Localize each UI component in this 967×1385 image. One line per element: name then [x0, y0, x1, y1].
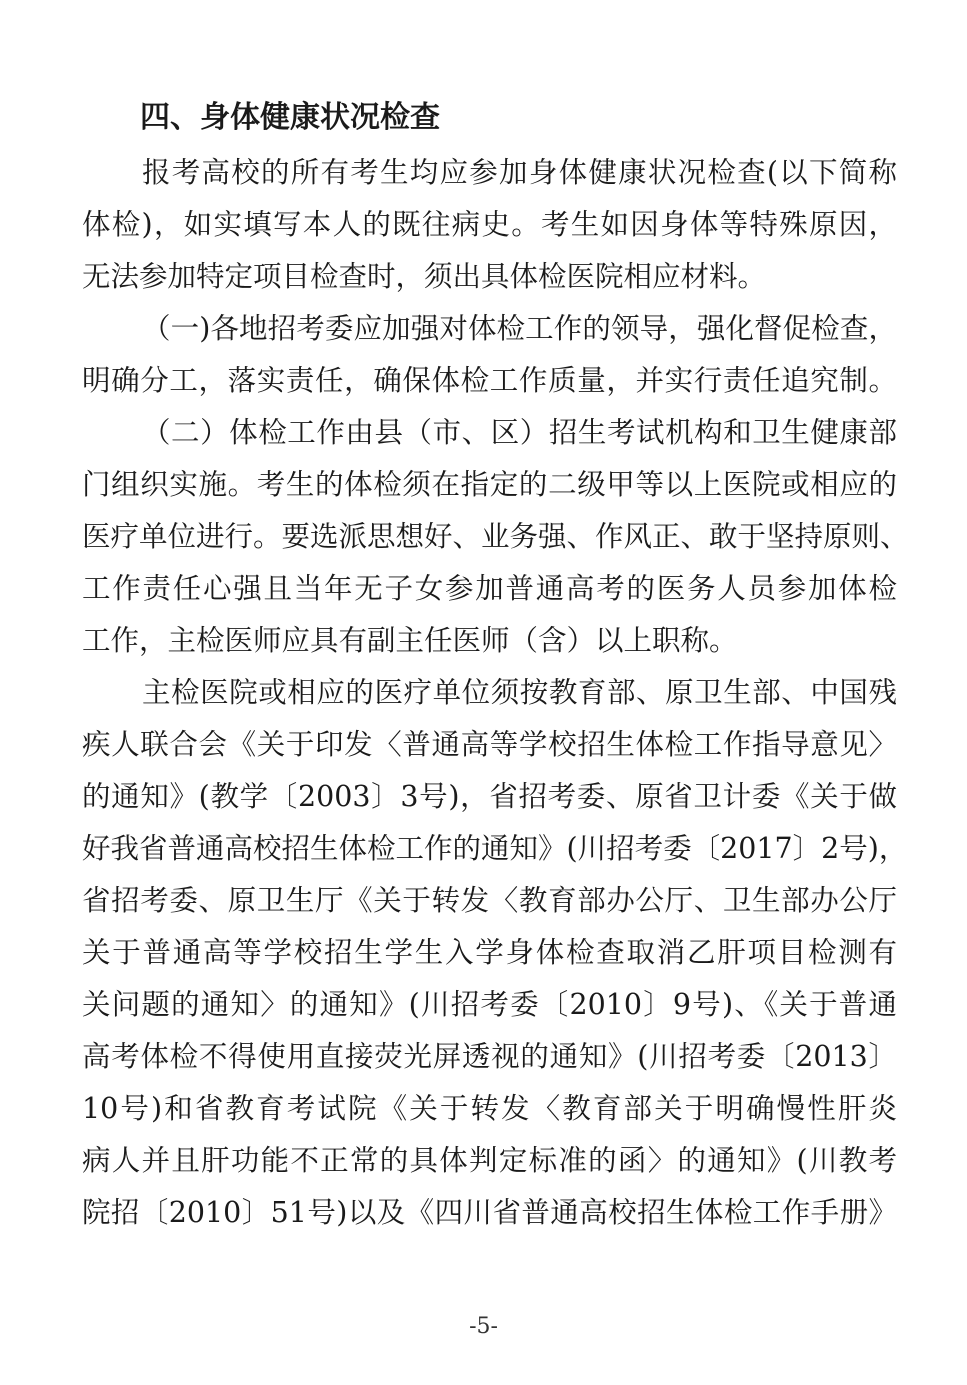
paragraph-1-line-2: 体检)，如实填写本人的既往病史。考生如因身体等特殊原因， — [82, 208, 897, 241]
paragraph-3-line-4: 工作责任心强且当年无子女参加普通高考的医务人员参加体检 — [82, 572, 897, 605]
page-number: -5- — [469, 1314, 498, 1339]
paragraph-4-line-8: 高考体检不得使用直接荧光屏透视的通知》(川招考委〔2013〕 — [82, 1040, 897, 1073]
paragraph-3-line-2: 门组织实施。考生的体检须在指定的二级甲等以上医院或相应的 — [82, 468, 897, 501]
paragraph-4-line-5: 省招考委、原卫生厅《关于转发〈教育部办公厅、卫生部办公厅 — [82, 884, 897, 917]
paragraph-4-line-10: 病人并且肝功能不正常的具体判定标准的函〉的通知》(川教考 — [82, 1144, 897, 1177]
paragraph-3-line-5: 工作，主检医师应具有副主任医师（含）以上职称。 — [82, 624, 738, 657]
paragraph-4-line-4: 好我省普通高校招生体检工作的通知》(川招考委〔2017〕2号)， — [82, 832, 908, 865]
paragraph-4-line-2: 疾人联合会《关于印发〈普通高等学校招生体检工作指导意见〉 — [82, 728, 897, 761]
paragraph-2-line-1: （一)各地招考委应加强对体检工作的领导，强化督促检查， — [142, 312, 897, 345]
section-heading: 四、身体健康状况检查 — [140, 100, 440, 135]
paragraph-4-line-11: 院招〔2010〕51号)以及《四川省普通高校招生体检工作手册》 — [82, 1196, 897, 1229]
paragraph-4-line-1: 主检医院或相应的医疗单位须按教育部、原卫生部、中国残 — [142, 676, 897, 709]
paragraph-2-line-2: 明确分工，落实责任，确保体检工作质量，并实行责任追究制。 — [82, 364, 897, 397]
paragraph-1-line-3: 无法参加特定项目检查时，须出具体检医院相应材料。 — [82, 260, 767, 293]
paragraph-4-line-6: 关于普通高等学校招生学生入学身体检查取消乙肝项目检测有 — [82, 936, 897, 969]
paragraph-4-line-7: 关问题的通知〉的通知》(川招考委〔2010〕9号)、《关于普通 — [82, 988, 897, 1021]
paragraph-3-line-3: 医疗单位进行。要选派思想好、业务强、作风正、敢于坚持原则、 — [82, 520, 909, 553]
paragraph-3-line-1: （二）体检工作由县（市、区）招生考试机构和卫生健康部 — [142, 416, 897, 449]
paragraph-4-line-3: 的通知》(教学〔2003〕3号)，省招考委、原省卫计委《关于做 — [82, 780, 897, 813]
paragraph-1-line-1: 报考高校的所有考生均应参加身体健康状况检查(以下简称 — [142, 156, 897, 189]
paragraph-4-line-9: 10号)和省教育考试院《关于转发〈教育部关于明确慢性肝炎 — [82, 1092, 897, 1125]
